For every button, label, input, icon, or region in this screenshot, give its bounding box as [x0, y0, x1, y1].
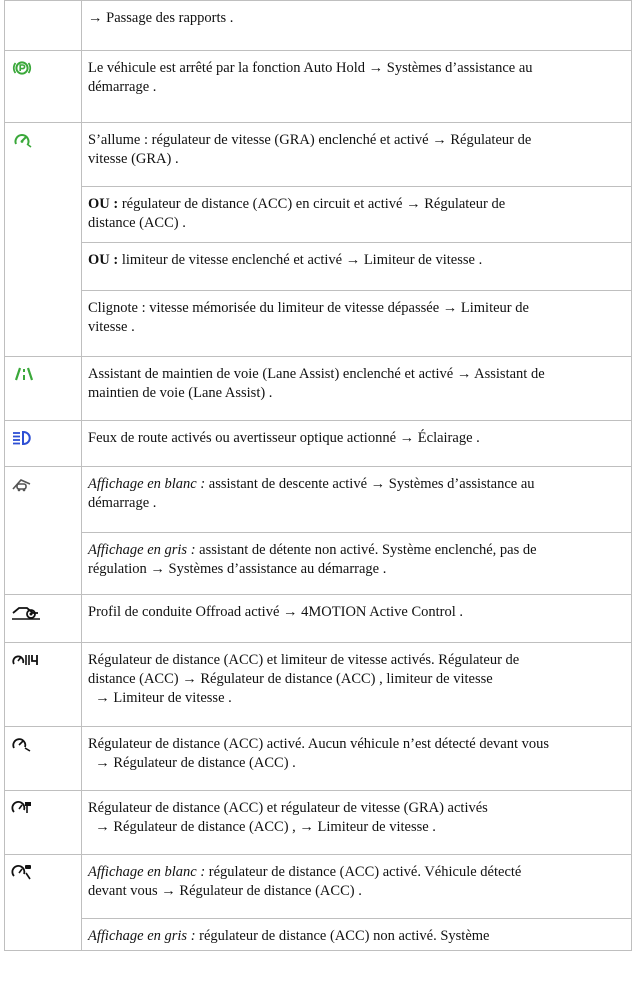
table-row [5, 919, 632, 951]
description-line: Profil de conduite Offroad activé → 4MOTION Active Control . [88, 604, 464, 620]
description-cell [82, 243, 632, 291]
icon-cell [5, 357, 82, 421]
description-line: régulation → Systèmes d’assistance au démarrage . [88, 561, 387, 577]
warning-lights-table [4, 0, 632, 951]
description-line: assistant de descente activé → Systèmes d’assistance au [205, 476, 535, 492]
acc-limiter-icon [11, 652, 33, 668]
table-row [5, 727, 632, 791]
description-line: Assistant de maintien de voie (Lane Assist) enclenché et activé → Assistant de [88, 366, 545, 382]
acc-icon [11, 736, 33, 752]
description-line: régulateur de distance (ACC) en circuit et activé → Régulateur de [118, 196, 506, 212]
table-row [5, 791, 632, 855]
display-mode-label: Affichage en gris : [88, 928, 196, 944]
description-line: Régulateur de distance (ACC) activé. Aucun véhicule n’est détecté devant vous [88, 736, 550, 752]
lead-label: OU : [88, 196, 119, 212]
description-cell [82, 123, 632, 187]
table-row [5, 855, 632, 919]
display-mode-label: Affichage en blanc : [88, 476, 206, 492]
table-row [5, 187, 632, 243]
acc-gra-icon [11, 800, 33, 816]
description-cell [82, 1, 632, 51]
description-line: Le véhicule est arrêté par la fonction Auto Hold → Systèmes d’assistance au [88, 60, 533, 76]
description-line: → Passage des rapports . [88, 10, 234, 26]
icon-cell [5, 421, 82, 467]
description-line: Régulateur de distance (ACC) et régulateur de vitesse (GRA) activés [88, 800, 488, 816]
description-line: démarrage . [88, 495, 157, 511]
icon-cell [5, 643, 82, 727]
table-row [5, 533, 632, 595]
lead-label: OU : [88, 252, 119, 268]
icon-cell [5, 467, 82, 595]
description-cell [82, 791, 632, 855]
description-cell [82, 595, 632, 643]
description-line: vitesse (GRA) . [88, 151, 179, 167]
description-cell [82, 533, 632, 595]
icon-cell [5, 791, 82, 855]
description-cell [82, 187, 632, 243]
description-line: Régulateur de distance (ACC) et limiteur de vitesse activés. Régulateur de [88, 652, 520, 668]
description-cell [82, 919, 632, 951]
table-row [5, 243, 632, 291]
table-row [5, 291, 632, 357]
description-line: assistant de détente non activé. Système enclenché, pas de [195, 542, 537, 558]
icon-cell [5, 595, 82, 643]
icon-cell [5, 123, 82, 357]
description-line: maintien de voie (Lane Assist) . [88, 385, 273, 401]
table-row [5, 1, 632, 51]
description-line: limiteur de vitesse enclenché et activé → Limiteur de vitesse . [118, 252, 483, 268]
table-row [5, 595, 632, 643]
acc-vehicle-icon [11, 864, 33, 880]
auto-hold-icon [11, 60, 33, 76]
description-line: → Limiteur de vitesse . [88, 690, 232, 706]
description-line: distance (ACC) . [88, 215, 186, 231]
icon-cell [5, 51, 82, 123]
document-page [4, 0, 632, 951]
icon-cell [5, 1, 82, 51]
lane-assist-icon [11, 366, 33, 382]
description-line: régulateur de distance (ACC) activé. Véhicule détecté [205, 864, 522, 880]
description-line: distance (ACC) → Régulateur de distance (ACC) , limiteur de vitesse [88, 671, 493, 687]
description-line: S’allume : régulateur de vitesse (GRA) enclenché et activé → Régulateur de [88, 132, 532, 148]
description-cell [82, 51, 632, 123]
offroad-icon [11, 604, 33, 620]
table-row [5, 421, 632, 467]
description-line: Feux de route activés ou avertisseur optique actionné → Éclairage . [88, 430, 480, 446]
display-mode-label: Affichage en blanc : [88, 864, 206, 880]
description-cell [82, 357, 632, 421]
table-row [5, 51, 632, 123]
description-line: vitesse . [88, 319, 135, 335]
description-cell [82, 421, 632, 467]
icon-cell [5, 727, 82, 791]
table-row [5, 643, 632, 727]
table-row [5, 467, 632, 533]
description-cell [82, 467, 632, 533]
description-cell [82, 855, 632, 919]
description-line: Clignote : vitesse mémorisée du limiteur de vitesse dépassée → Limiteur de [88, 300, 529, 316]
description-line: régulateur de distance (ACC) non activé. Système [195, 928, 490, 944]
table-row [5, 123, 632, 187]
description-line: → Régulateur de distance (ACC) , → Limiteur de vitesse . [88, 819, 436, 835]
description-cell [82, 727, 632, 791]
high-beam-icon [11, 430, 33, 446]
description-line: démarrage . [88, 79, 157, 95]
description-line: → Régulateur de distance (ACC) . [88, 755, 296, 771]
display-mode-label: Affichage en gris : [88, 542, 196, 558]
description-line: devant vous → Régulateur de distance (ACC) . [88, 883, 362, 899]
description-cell [82, 643, 632, 727]
description-cell [82, 291, 632, 357]
table-row [5, 357, 632, 421]
cruise-control-icon [11, 132, 33, 148]
icon-cell [5, 855, 82, 951]
hill-descent-icon [11, 476, 33, 492]
